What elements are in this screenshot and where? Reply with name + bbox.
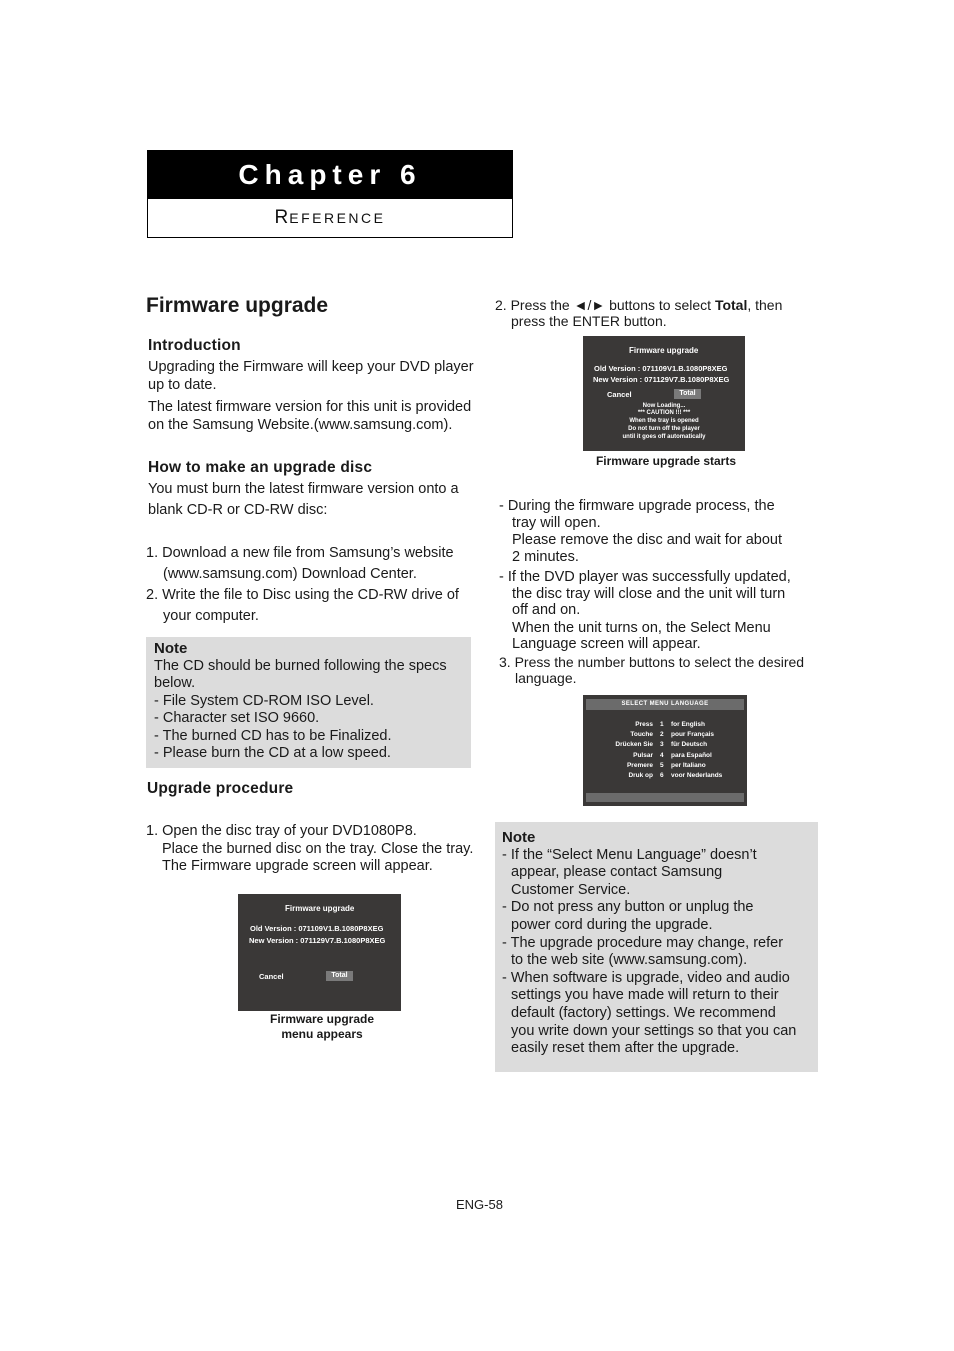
- note1-line4: - Character set ISO 9660.: [154, 710, 320, 726]
- lang-row-number: 3: [660, 741, 664, 748]
- upgrade-step1-line2: Place the burned disc on the tray. Close the tray.: [162, 840, 474, 857]
- screen2-total-button: Total: [674, 389, 701, 399]
- screen2-msg-power: Do not turn off the player: [628, 426, 700, 432]
- chapter-subtitle-initial: R: [274, 207, 290, 228]
- screen2-msg-tray: When the tray is opened: [629, 418, 699, 424]
- make-disc-p-line1: You must burn the latest firmware version onto a: [148, 481, 459, 497]
- bullet2-line3: off and on.: [512, 602, 581, 618]
- screen2-cancel: Cancel: [607, 390, 632, 399]
- introduction-heading: Introduction: [148, 337, 241, 354]
- intro-p1-line1: Upgrading the Firmware will keep your DVD player: [148, 359, 474, 375]
- bullet2-line4: When the unit turns on, the Select Menu: [512, 619, 771, 636]
- lang-row-language: für Deutsch: [671, 741, 708, 748]
- bullet1-line2: tray will open.: [512, 514, 601, 531]
- lang-row-action: Druk op: [628, 772, 653, 779]
- lang-row-language: para Español: [671, 752, 712, 759]
- note-title: Note: [154, 640, 188, 657]
- introduction-paragraph-2: [148, 399, 471, 434]
- lang-row-language: per Italiano: [671, 762, 706, 769]
- step2-line2: press the ENTER button.: [511, 313, 667, 329]
- note2-line5: power cord during the upgrade.: [511, 916, 713, 933]
- screen1-title: Firmware upgrade: [285, 904, 355, 913]
- screen2-title: Firmware upgrade: [629, 346, 699, 355]
- lang-row: [583, 721, 747, 731]
- note1-line1: The CD should be burned following the specs: [154, 657, 447, 674]
- make-disc-steps: [146, 543, 459, 627]
- note2-title: Note: [502, 829, 536, 846]
- lang-row-action: Premere: [626, 762, 653, 769]
- make-disc-step1-line1: 1. Download a new file from Samsung’s website: [146, 545, 454, 561]
- chapter-header: [147, 150, 513, 238]
- step3-line1: 3. Press the number buttons to select the desired: [499, 654, 805, 670]
- screen2-msg-auto: until it goes off automatically: [622, 434, 706, 440]
- screen1-caption: [238, 1012, 406, 1042]
- lang-row-language: for English: [671, 721, 705, 728]
- bullet1-line4: 2 minutes.: [512, 548, 579, 565]
- note2-line7: to the web site (www.samsung.com).: [511, 952, 748, 969]
- step3-instruction: [499, 655, 804, 686]
- screen2-new-version: New Version : 071129V7.B.1080P8XEG: [593, 375, 730, 384]
- firmware-upgrade-screen-initial: [238, 894, 401, 1011]
- chapter-title: Chapter 6: [148, 151, 512, 199]
- note2-line11: you write down your settings so that you can: [511, 1022, 797, 1039]
- step2-suffix: , then: [747, 297, 783, 313]
- lang-row-number: 6: [660, 772, 664, 779]
- screen1-old-version: Old Version : 071109V1.B.1080P8XEG: [250, 924, 384, 933]
- make-disc-heading: How to make an upgrade disc: [148, 459, 373, 476]
- introduction-paragraph-1: [148, 359, 474, 394]
- intro-p1-line2: up to date.: [148, 376, 217, 393]
- lang-screen-footer: [586, 793, 744, 802]
- lang-row: [583, 752, 747, 762]
- bullet2-line1: - If the DVD player was successfully updated,: [499, 569, 791, 585]
- note2-line3: Customer Service.: [511, 881, 631, 898]
- note1-line5: - The burned CD has to be Finalized.: [154, 727, 392, 744]
- make-disc-step2-line1: 2. Write the file to Disc using the CD-RW drive of: [146, 587, 459, 603]
- lang-row-action: Pulsar: [633, 752, 653, 759]
- lang-row: [583, 731, 747, 741]
- note1-line2: below.: [154, 675, 196, 691]
- screen1-cancel: Cancel: [259, 972, 284, 981]
- screen2-msg-loading: Now Loading...: [642, 403, 686, 409]
- intro-p2-line1: The latest firmware version for this unit is provided: [148, 399, 472, 415]
- bullet2-line2: the disc tray will close and the unit will turn: [512, 585, 786, 602]
- lang-row: [583, 772, 747, 782]
- page-number: ENG-58: [456, 1197, 503, 1212]
- firmware-upgrade-screen-loading: [583, 336, 745, 451]
- lang-row-language: voor Nederlands: [671, 772, 723, 779]
- note2-line12: easily reset them after the upgrade.: [511, 1040, 740, 1057]
- lang-row-language: pour Français: [671, 731, 714, 738]
- lang-row-number: 5: [660, 762, 664, 769]
- note2-line2: appear, please contact Samsung: [511, 864, 723, 881]
- step3-line2: language.: [515, 669, 577, 686]
- screen1-caption-line1: Firmware upgrade: [269, 1012, 375, 1026]
- screen1-total-button: Total: [326, 971, 353, 981]
- upgrade-step1-line1: 1. Open the disc tray of your DVD1080P8.: [146, 823, 417, 839]
- lang-row-action: Touche: [630, 731, 653, 738]
- note2-line10: default (factory) settings. We recommend: [511, 1004, 776, 1021]
- note-box-upgrade: [495, 822, 818, 1072]
- lang-row-number: 4: [660, 752, 664, 759]
- note2-line1: - If the “Select Menu Language” doesn’t: [502, 846, 757, 863]
- step2-bold-total: Total: [714, 297, 748, 313]
- bullet1-line3: Please remove the disc and wait for about: [512, 532, 783, 548]
- lang-row-action: Press: [635, 721, 653, 728]
- screen1-new-version: New Version : 071129V7.B.1080P8XEG: [249, 936, 386, 945]
- intro-p2-line2: on the Samsung Website.(www.samsung.com).: [148, 416, 453, 433]
- note-box-specs: [146, 637, 471, 768]
- step2-instruction: [495, 297, 782, 329]
- screen2-msg-caution: *** CAUTION !!! ***: [637, 410, 691, 416]
- upgrade-procedure-heading: Upgrade procedure: [147, 780, 294, 797]
- bullet1-line1: - During the firmware upgrade process, the: [499, 498, 775, 514]
- section-title: Firmware upgrade: [146, 294, 329, 317]
- select-menu-language-screen: [583, 695, 747, 806]
- chapter-subtitle-rest: EFERENCE: [289, 210, 386, 226]
- lang-row-action: Drücken Sie: [615, 741, 653, 748]
- lang-row-number: 2: [660, 731, 664, 738]
- make-disc-step2-line2: your computer.: [163, 608, 259, 624]
- note2-line9: settings you have made will return to their: [511, 987, 779, 1004]
- make-disc-p-line2: blank CD-R or CD-RW disc:: [148, 502, 328, 518]
- screen1-caption-line2: menu appears: [281, 1027, 363, 1041]
- note2-line8: - When software is upgrade, video and audio: [502, 969, 790, 986]
- upgrade-step1-line3: The Firmware upgrade screen will appear.: [162, 858, 433, 874]
- upgrade-process-bullets: [499, 498, 791, 653]
- lang-row: [583, 741, 747, 751]
- note2-line6: - The upgrade procedure may change, refer: [502, 934, 784, 951]
- lang-row-number: 1: [660, 721, 664, 728]
- screen2-caption: Firmware upgrade starts: [595, 454, 737, 468]
- step2-line1: [495, 297, 782, 313]
- upgrade-step1: [146, 823, 473, 876]
- note1-line3: - File System CD-ROM ISO Level.: [154, 692, 374, 709]
- step2-prefix: 2. Press the ◄/► buttons to select: [495, 297, 715, 313]
- lang-row: [583, 762, 747, 772]
- lang-screen-header: SELECT MENU LANGUAGE: [586, 699, 744, 710]
- note2-line4: - Do not press any button or unplug the: [502, 899, 754, 916]
- note1-line6: - Please burn the CD at a low speed.: [154, 745, 391, 761]
- bullet2-line5: Language screen will appear.: [512, 636, 701, 652]
- screen2-old-version: Old Version : 071109V1.B.1080P8XEG: [594, 364, 728, 373]
- make-disc-paragraph: [148, 479, 459, 521]
- chapter-subtitle: [148, 199, 512, 237]
- make-disc-step1-line2: (www.samsung.com) Download Center.: [163, 566, 417, 582]
